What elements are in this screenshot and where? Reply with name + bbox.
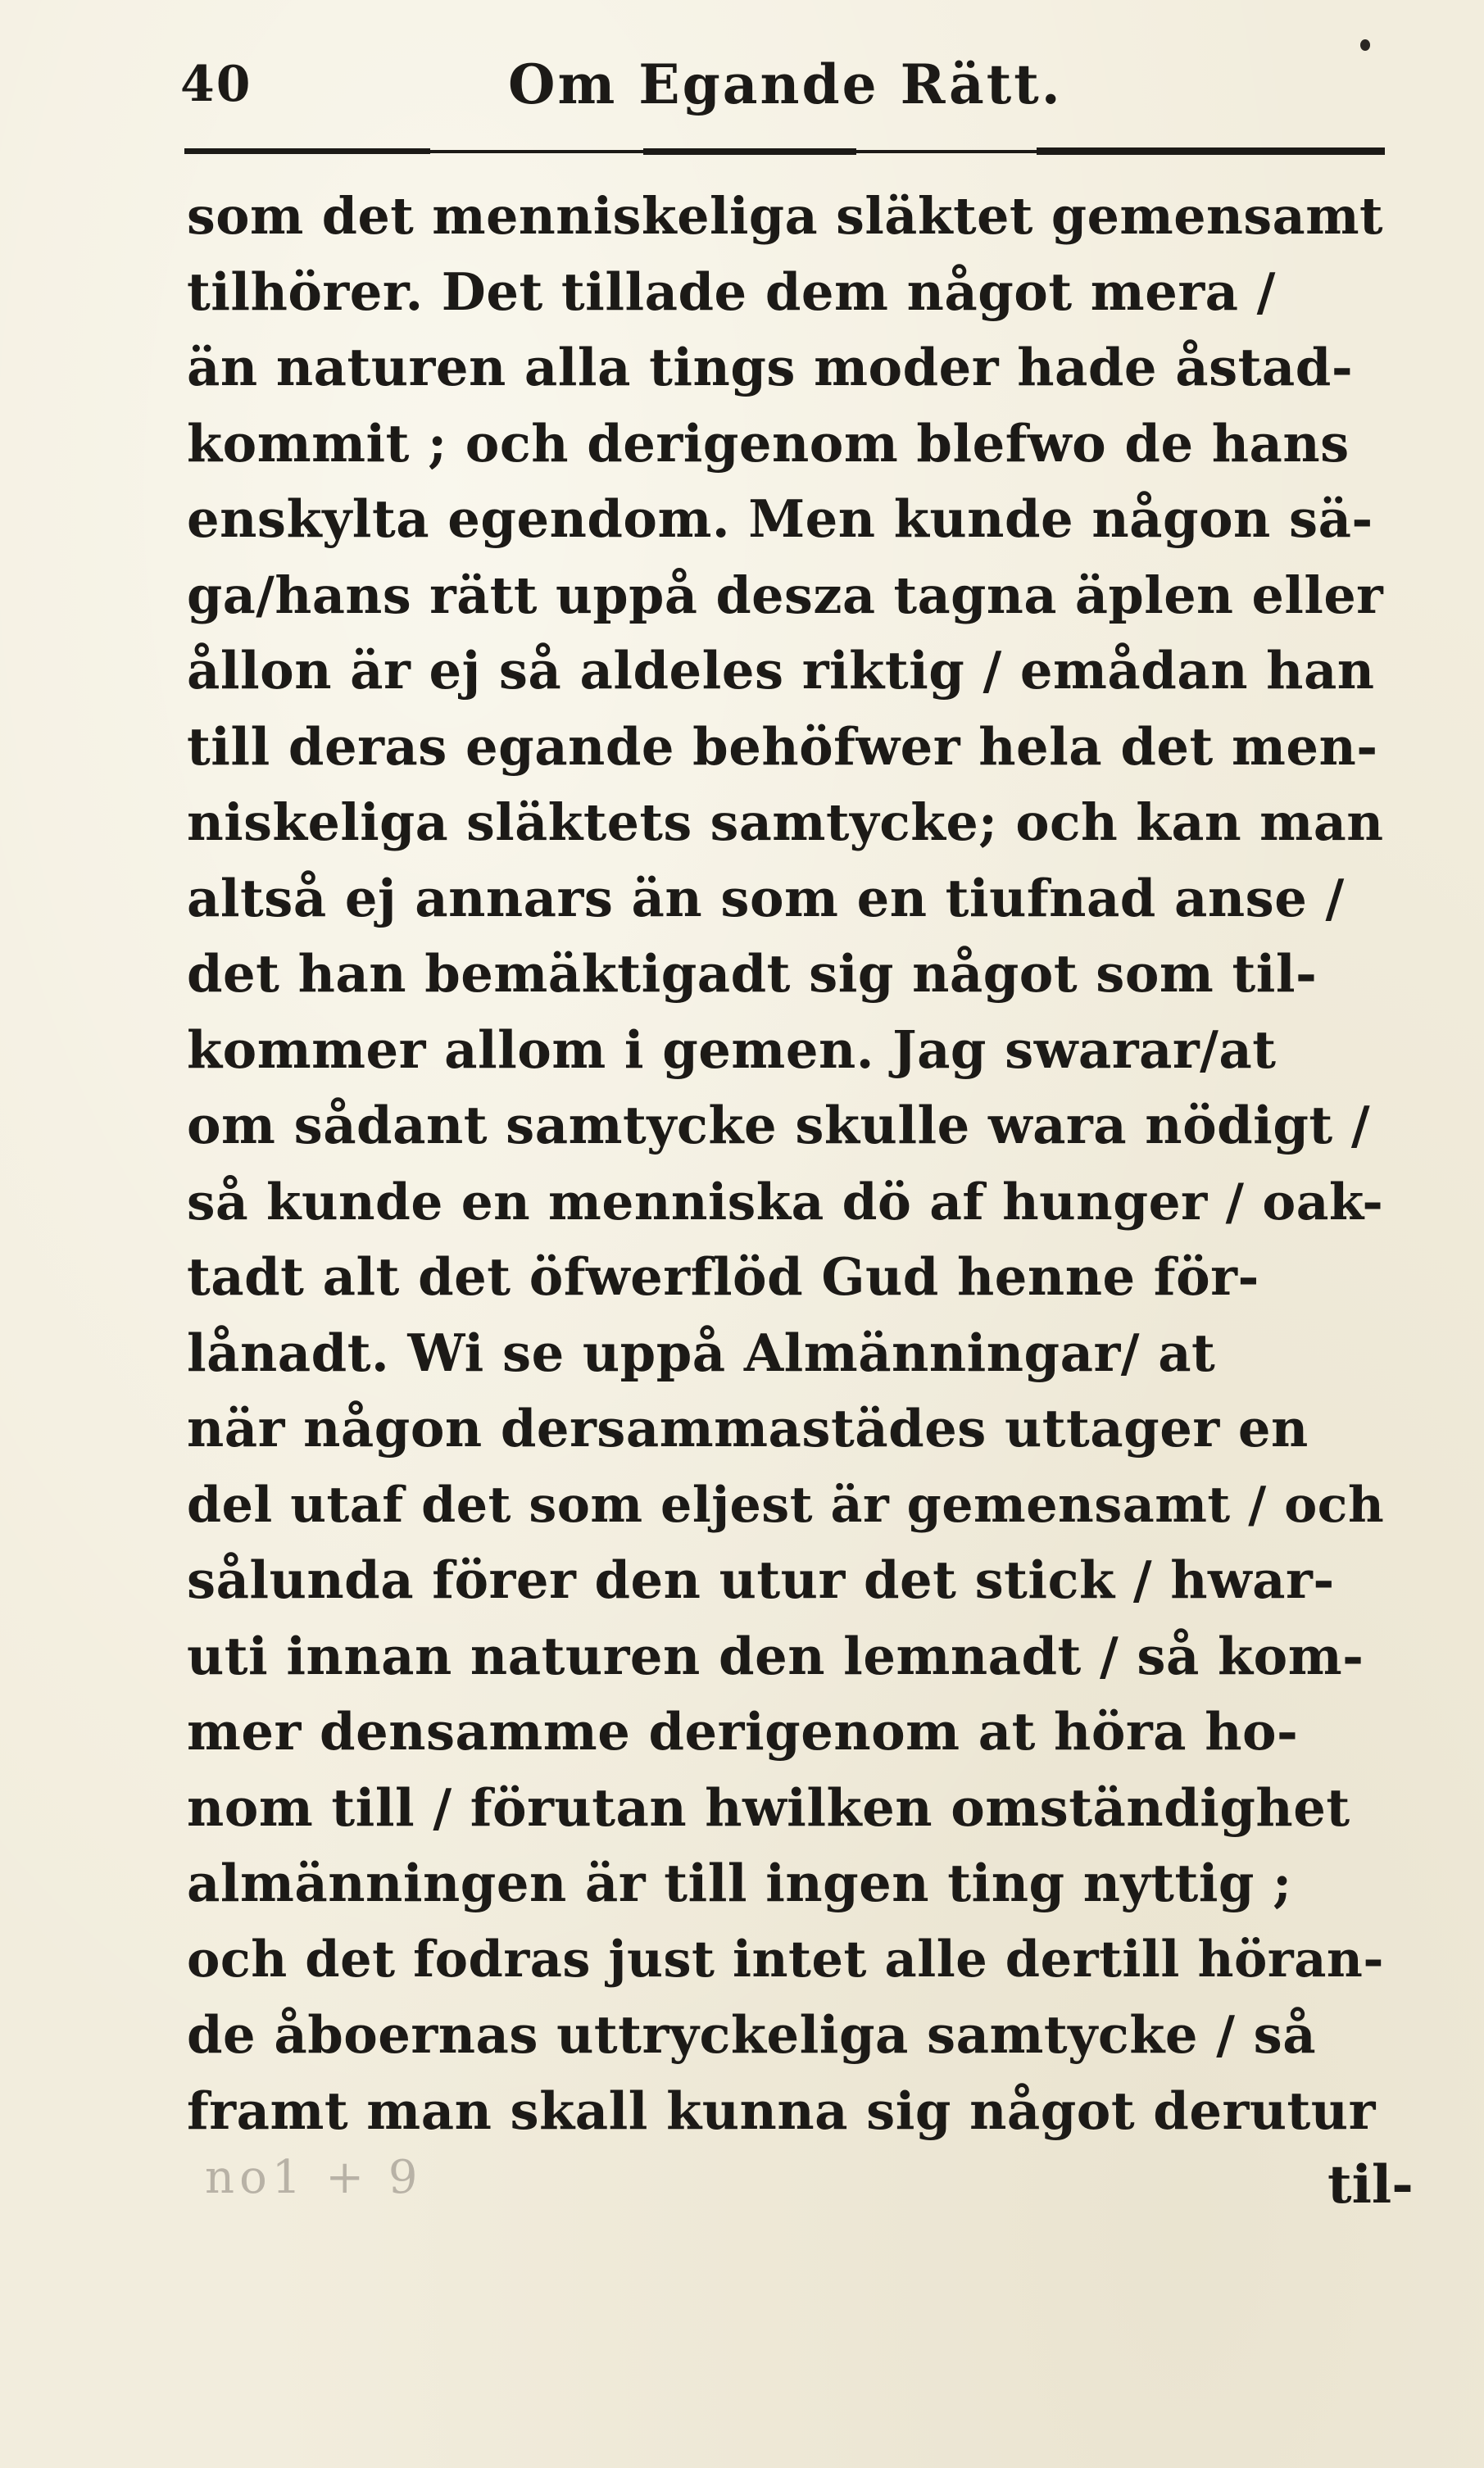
signature-mark: no1 + 9 <box>205 2151 423 2204</box>
text-line: almänningen är till ingen ting nyttig ; <box>187 1853 1292 1913</box>
text-line: mer densamme derigenom at höra ho- <box>187 1702 1299 1762</box>
ink-spot <box>1360 39 1370 51</box>
text-line: ållon är ej så aldeles riktig / emådan han <box>187 641 1375 701</box>
text-line: sålunda förer den utur det stick / hwar- <box>187 1550 1335 1610</box>
text-line: framt man skall kunna sig något derutur <box>187 2080 1376 2141</box>
text-line: så kunde en menniska dö af hunger / oak- <box>187 1172 1384 1232</box>
text-line: ga/hans rätt uppå desza tagna äplen eller <box>187 565 1384 625</box>
text-line: de åboernas uttryckeliga samtycke / så <box>187 2005 1317 2065</box>
text-line: när någon dersammastädes uttager en <box>187 1399 1309 1459</box>
text-line: och det fodras just intet alle dertill höran- <box>187 1930 1385 1989</box>
header-rule <box>184 146 1385 157</box>
page-footer <box>205 2151 1418 2225</box>
text-line: del utaf det som eljest är gemensamt / och <box>187 1475 1385 1534</box>
page-number: 40 <box>180 56 252 113</box>
text-line: nom till / förutan hwilken omständighet <box>187 1777 1350 1838</box>
text-line: uti innan naturen den lemnadt / så kom- <box>187 1626 1364 1686</box>
text-line: enskylta egendom. Men kunde någon sä- <box>187 489 1373 549</box>
text-line: till deras egande behöfwer hela det men- <box>187 716 1378 777</box>
text-line: kommer allom i gemen. Jag swarar/at <box>187 1019 1277 1080</box>
page-header <box>180 49 1393 123</box>
text-line: än naturen alla tings moder hade åstad- <box>187 338 1354 397</box>
text-line: det han bemäktigadt sig något som til- <box>187 944 1318 1004</box>
text-line: som det menniskeliga släktet gemensamt <box>187 186 1384 246</box>
catchword: til- <box>1327 2154 1414 2216</box>
body-text <box>187 179 1416 2149</box>
header-rule-line <box>184 146 1385 157</box>
text-line: tadt alt det öfwerflöd Gud henne för- <box>187 1247 1259 1307</box>
running-title: Om Egande Rätt. <box>508 52 1063 116</box>
text-line: altså ej annars än som en tiufnad anse / <box>187 868 1345 928</box>
text-line: tilhörer. Det tillade dem något mera / <box>187 261 1276 322</box>
text-line: niskeliga släktets samtycke; och kan man <box>187 792 1384 852</box>
text-line: lånadt. Wi se uppå Almänningar/ at <box>187 1322 1216 1383</box>
text-line: kommit ; och derigenom blefwo de hans <box>187 413 1350 474</box>
text-line: om sådant samtycke skulle wara nödigt / <box>187 1096 1371 1155</box>
